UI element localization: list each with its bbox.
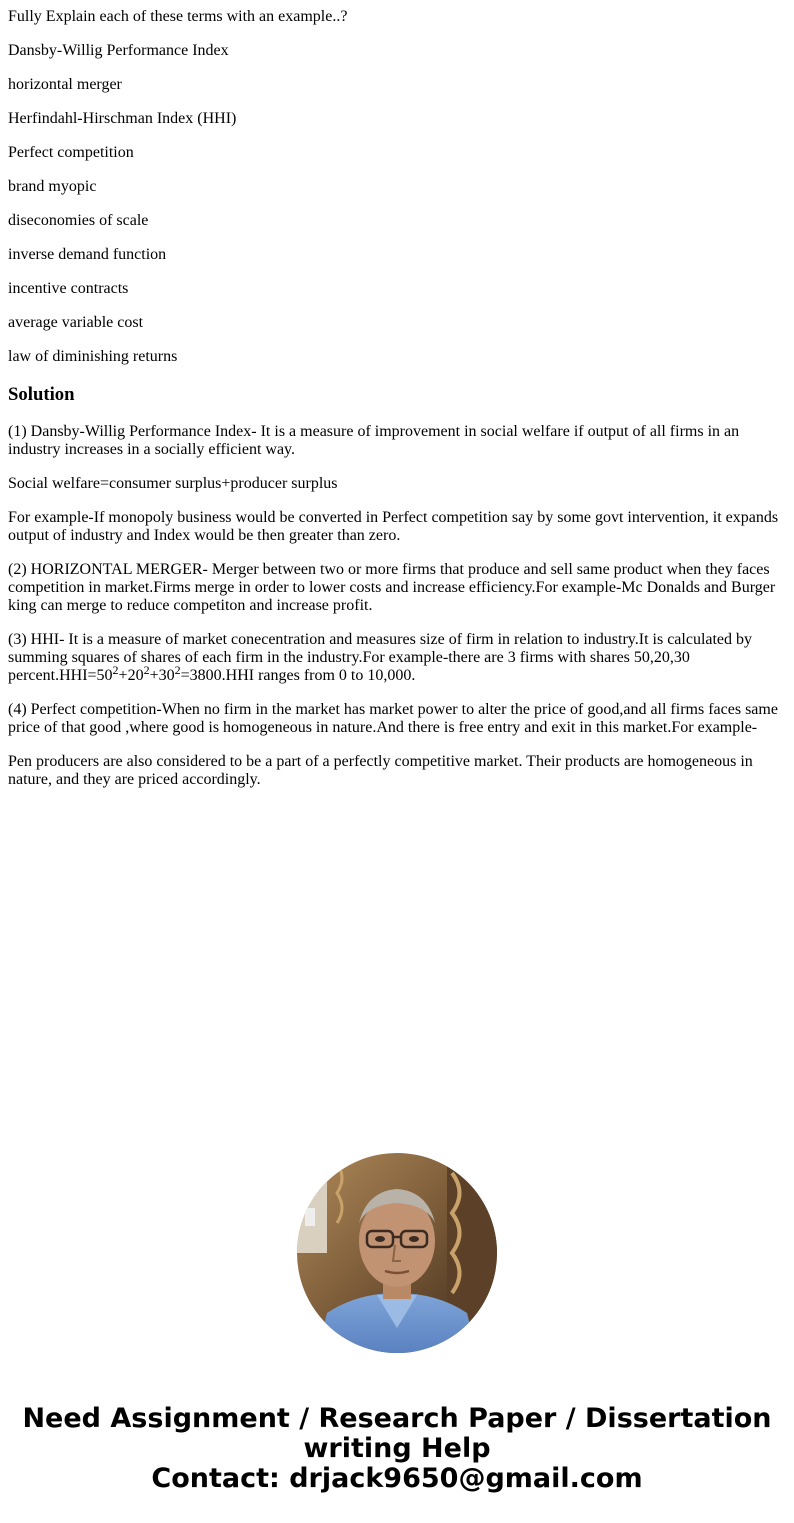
hhi-text: (3) HHI- It is a measure of market conecentration and measures size of firm in relation to industry.It is calculated by summing squares of shares of each firm in the industry.For example-there are 3 firms with shares 50,20,30 percent.HHI=50 bbox=[8, 631, 753, 684]
term-item: inverse demand function bbox=[8, 246, 167, 263]
superscript: 2 bbox=[143, 663, 150, 677]
hhi-term: +30 bbox=[149, 667, 175, 684]
footer-line-1: Need Assignment / Research Paper / Dissertation bbox=[22, 1403, 772, 1434]
term-item: law of diminishing returns bbox=[8, 348, 178, 365]
footer-line-2: writing Help bbox=[303, 1433, 491, 1464]
solution-paragraph-5 bbox=[8, 631, 786, 685]
solution-paragraph-7: Pen producers are also considered to be a part of a perfectly competitive market. Their products are homogeneous in nature, and they are priced accordingly. bbox=[8, 753, 753, 788]
term-item: brand myopic bbox=[8, 178, 97, 195]
hhi-tail: =3800.HHI ranges from 0 to 10,000. bbox=[180, 667, 416, 684]
footer-contact: Contact: drjack9650@gmail.com bbox=[151, 1463, 643, 1494]
solution-paragraph-6: (4) Perfect competition-When no firm in the market has market power to alter the price of good,and all firms faces same price of that good ,where good is homogeneous in nature.And there is free entry and exit in this market.For example- bbox=[8, 701, 778, 736]
term-item: Perfect competition bbox=[8, 144, 134, 161]
solution-heading: Solution bbox=[8, 384, 75, 405]
term-item: horizontal merger bbox=[8, 76, 122, 93]
term-item: average variable cost bbox=[8, 314, 144, 331]
term-item: Herfindahl-Hirschman Index (HHI) bbox=[8, 110, 237, 127]
solution-paragraph-2: Social welfare=consumer surplus+producer surplus bbox=[8, 475, 338, 492]
superscript: 2 bbox=[112, 663, 119, 677]
solution-paragraph-4: (2) HORIZONTAL MERGER- Merger between two or more firms that produce and sell same product when they faces competition in market.Firms merge in order to lower costs and increase efficiency.For example-Mc Donalds and Burger king can merge to reduce competiton and increase profit. bbox=[8, 561, 776, 614]
footer-banner bbox=[0, 1404, 794, 1494]
hhi-term: +20 bbox=[118, 667, 144, 684]
portrait-photo bbox=[297, 1153, 497, 1353]
superscript: 2 bbox=[174, 663, 181, 677]
avatar bbox=[297, 1153, 497, 1353]
term-item: Dansby-Willig Performance Index bbox=[8, 42, 229, 59]
term-item: incentive contracts bbox=[8, 280, 129, 297]
solution-paragraph-1: (1) Dansby-Willig Performance Index- It is a measure of improvement in social welfare if output of all firms in an industry increases in a socially efficient way. bbox=[8, 423, 740, 458]
solution-paragraph-3: For example-If monopoly business would be converted in Perfect competition say by some govt intervention, it expands output of industry and Index would be then greater than zero. bbox=[8, 509, 779, 544]
term-item: diseconomies of scale bbox=[8, 212, 149, 229]
question-prompt: Fully Explain each of these terms with an example..? bbox=[8, 8, 348, 25]
